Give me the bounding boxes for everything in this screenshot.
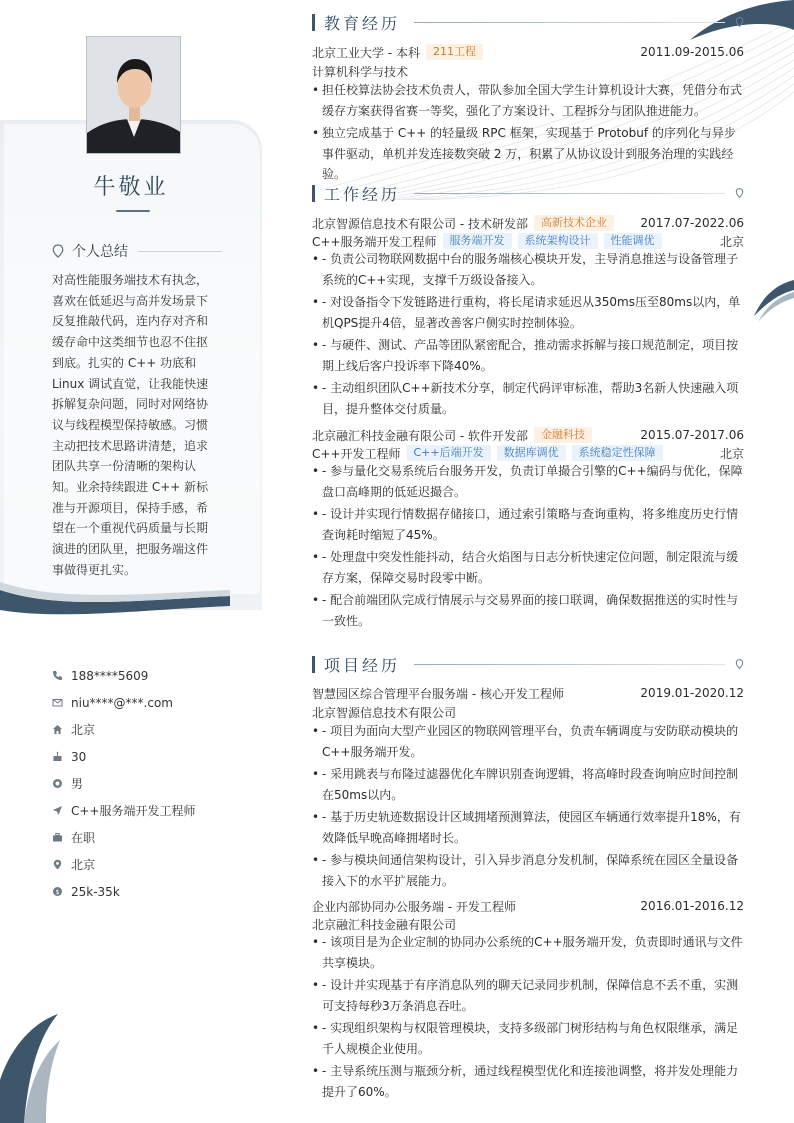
list-item: • - 主动组织团队C++新技术分享，制定代码评审标准，帮助3名新人快速融入项目，提升整体交付质量。 [312,378,744,419]
location-pin-icon [735,188,744,198]
projects-section-heading [312,654,744,674]
project-date: 2016.01-2016.12 [640,899,744,913]
skill-tag: 系统架构设计 [518,233,598,249]
list-item: • - 设计并实现基于有序消息队列的聊天记录同步机制，保障信息不丢不重，实测可支持每秒3万条消息吞吐。 [312,975,744,1016]
job-bullets [312,461,744,633]
heading-bar [312,14,315,31]
project-bullets [312,932,744,1104]
job-date: 2015.07-2017.06 [640,428,744,442]
list-item: • - 对设备指令下发链路进行重构，将长尾请求延迟从350ms压至80ms以内，单机QPS提升4倍，显著改善客户侧实时控制体验。 [312,292,744,333]
project-company: 北京智源信息技术有限公司 [312,705,457,720]
project-name: 智慧园区综合管理平台服务端 - 核心开发工程师 [312,686,564,701]
left-panel-wave [0,580,262,620]
project-bullets [312,721,744,893]
wave-bottom-left-decoration [0,1010,70,1123]
list-item: • - 处理盘中突发性能抖动，结合火焰图与日志分析快速定位问题，制定限流与缓存方案，保障交易时段零中断。 [312,547,744,588]
list-item: • - 项目为面向大型产业园区的物联网管理平台，负责车辆调度与安防联动模块的C++服务端开发。 [312,721,744,762]
location-pin-icon [735,17,744,27]
job-date: 2017.07-2022.06 [640,216,744,230]
job-company: 北京智源信息技术有限公司 - 技术研发部 [312,216,528,231]
education-bullets [312,80,744,187]
summary-text: 对高性能服务端技术有执念，喜欢在低延迟与高并发场景下反复推敲代码，连内存对齐和缓存命中这类细节也忍不住抠到底。扎实的 C++ 功底和 Linux 调试直觉，让我能快速拆解复杂问题，同时对网络协议与线程模型保持敏感。习惯主动把技术思路讲清楚，追求团队共享一份清晰的架构认知。业余持续跟进 C++ 新标准与开源项目，保持手感，希望在一个重视代码质量与长期演进的团队里，把服务端这件事做得更扎实。 [52,273,209,577]
job-city: 北京 [719,234,744,249]
info-home [52,716,252,743]
list-item: • - 设计并实现行情数据存储接口，通过索引策略与查询重构，将多维度历史行情查询耗时缩短了45%。 [312,504,744,545]
info-status [52,824,252,851]
list-item: • - 参与量化交易系统后台服务开发，负责订单撮合引擎的C++编码与优化，保障盘口高峰期的低延迟撮合。 [312,461,744,502]
education-section-heading [312,12,744,32]
list-item: • - 基于历史轨迹数据设计区域拥堵预测算法，使园区车辆通行效率提升18%，有效降低早晚高峰拥堵时长。 [312,807,744,848]
info-city [52,851,252,878]
list-item: • - 采用跳表与布隆过滤器优化车牌识别查询逻辑，将高峰时段查询响应时间控制在50ms以内。 [312,764,744,805]
job-entry-row [312,214,744,232]
skill-tag: 系统稳定性保障 [572,445,663,461]
mail-icon [52,697,63,708]
info-email [52,689,252,716]
location-pin-icon [735,659,744,669]
education-title: 教育经历 [324,13,401,33]
info-age-value: 30 [71,749,87,764]
work-section-heading [312,183,744,203]
info-phone [52,662,252,689]
contact-info-list [52,662,252,905]
skill-tag: 性能调优 [604,233,662,249]
project-company-row [312,703,744,721]
project-company: 北京融汇科技金融有限公司 [312,917,457,932]
gender-icon [52,778,63,789]
info-gender-value: 男 [71,777,84,791]
summary-heading [52,241,222,261]
heading-line [414,664,725,665]
work-title: 工作经历 [324,184,401,204]
list-item: • 独立完成基于 C++ 的轻量级 RPC 框架，实现基于 Protobuf 的序列化与异步事件驱动，单机并发连接数突破 2 万，积累了从协议设计到服务治理的实践经验。 [312,123,744,185]
job-position: C++服务端开发工程师 [312,234,437,249]
job-position-row [312,444,744,462]
candidate-name: 牛敬业 [93,175,169,200]
send-icon [52,805,63,816]
list-item: • - 与硬件、测试、产品等团队紧密配合，推动需求拆解与接口规范制定，项目按期上线后客户投诉率下降40%。 [312,335,744,376]
skill-tag: 数据库调优 [497,445,566,461]
job-position-row [312,232,744,250]
job-position: C++开发工程师 [312,446,401,461]
school-tag: 211工程 [426,44,483,60]
info-age [52,743,252,770]
school-name: 北京工业大学 - 本科 [312,45,420,60]
info-phone-value: 188****5609 [71,668,149,683]
info-home-value: 北京 [71,723,96,737]
heading-bar [312,656,315,673]
info-email-value: niu****@***.com [71,695,173,710]
project-date: 2019.01-2020.12 [640,686,744,700]
heading-line [414,193,725,194]
major: 计算机科学与技术 [312,64,409,79]
heading-bar [312,185,315,202]
list-item: • - 主导系统压测与瓶颈分析，通过线程模型优化和连接池调整，将并发处理能力提升了60%。 [312,1061,744,1102]
phone-icon [52,670,63,681]
company-tag: 金融科技 [534,427,592,443]
cake-icon [52,751,63,762]
job-city: 北京 [719,446,744,461]
skill-tag: C++后端开发 [407,445,491,461]
list-item: • - 参与模块间通信架构设计，引入异步消息分发机制，保障系统在园区全量设备接入下的水平扩展能力。 [312,850,744,891]
wave-right-decoration [754,276,794,336]
info-status-value: 在职 [71,831,96,845]
list-item: • 担任校算法协会技术负责人，带队参加全国大学生计算机设计大赛，凭借分布式缓存方案获得省赛一等奖，强化了方案设计、工程拆分与团队推进能力。 [312,80,744,121]
summary-title: 个人总结 [72,244,128,260]
projects-title: 项目经历 [324,655,401,675]
location-icon [52,859,63,870]
education-major-row [312,62,744,80]
svg-text:$: $ [55,888,60,896]
info-salary [52,878,252,905]
info-position [52,797,252,824]
job-bullets [312,249,744,421]
salary-icon [52,886,63,897]
education-date: 2011.09-2015.06 [640,45,744,59]
project-entry-row [312,897,744,915]
heading-line [414,22,725,23]
company-tag: 高新技术企业 [534,215,614,231]
list-item: • - 配合前端团队完成行情展示与交易界面的接口联调，确保数据推送的实时性与一致性。 [312,590,744,631]
info-city-value: 北京 [71,858,96,872]
list-item: • - 负责公司物联网数据中台的服务端核心模块开发，主导消息推送与设备管理子系统的C++实现，支撑千万级设备接入。 [312,249,744,290]
briefcase-icon [52,832,63,843]
info-position-value: C++服务端开发工程师 [71,804,196,818]
avatar-photo [86,36,181,154]
project-entry-row [312,684,744,702]
project-company-row [312,915,744,933]
education-entry-row [312,43,744,61]
home-icon [52,724,63,735]
info-gender [52,770,252,797]
summary-heading-line [138,251,222,252]
job-company: 北京融汇科技金融有限公司 - 软件开发部 [312,428,528,443]
skill-tag: 服务端开发 [443,233,512,249]
project-name: 企业内部协同办公服务端 - 开发工程师 [312,899,516,914]
list-item: • - 该项目是为企业定制的协同办公系统的C++服务端开发，负责即时通讯与文件共享模块。 [312,932,744,973]
list-item: • - 实现组织架构与权限管理模块，支持多级部门树形结构与角色权限继承，满足千人规模企业使用。 [312,1018,744,1059]
name-divider [116,210,150,212]
job-entry-row [312,426,744,444]
info-salary-value: 25k-35k [71,884,120,899]
location-pin-icon [52,244,64,258]
